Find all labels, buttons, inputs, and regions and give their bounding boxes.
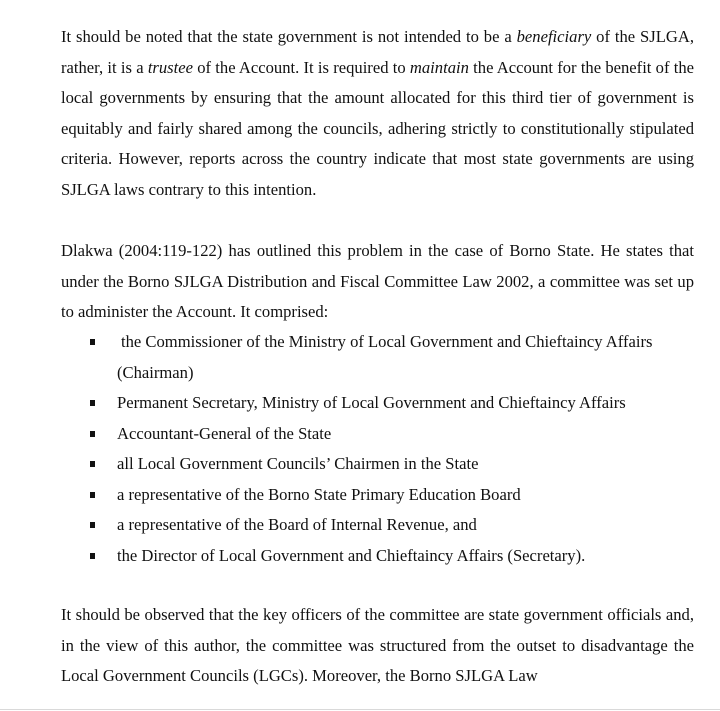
- list-item-text: all Local Government Councils’ Chairmen in the State: [117, 454, 479, 473]
- committee-member-list: [0, 327, 720, 571]
- paragraph-observation: It should be observed that the key officers of the committee are state government officials and, in the view of this author, the committee was structured from the outset to disadvantage the Local Government Councils (LGCs). Moreover, the Borno SJLGA Law: [61, 605, 694, 685]
- list-item: [0, 510, 697, 541]
- list-item: [0, 388, 697, 419]
- bullet-square-icon: [90, 553, 95, 559]
- paragraph-dlakwa: Dlakwa (2004:119-122) has outlined this problem in the case of Borno State. He states that under the Borno SJLGA Distribution and Fiscal Committee Law 2002, a committee was set up to administer the Account. It comprised:: [61, 241, 694, 321]
- list-item: [0, 327, 697, 388]
- bullet-square-icon: [90, 339, 95, 345]
- bullet-square-icon: [90, 431, 95, 437]
- list-item-text: a representative of the Board of Internal Revenue, and: [117, 515, 477, 534]
- list-item-text: Accountant-General of the State: [117, 423, 332, 443]
- paragraph-text: the Account for the benefit of the local governments by ensuring that the amount allocated for this third tier of government is equitably and fairly shared among the councils, adhering strictly to constitutionally stipulated criteria. However, reports across the country indicate that most state governments are using SJLGA laws contrary to this intention.: [61, 57, 695, 199]
- bullet-square-icon: [90, 492, 95, 498]
- emphasis-beneficiary: beneficiary: [516, 27, 592, 46]
- list-item-text: Permanent Secretary, Ministry of Local Government and Chieftaincy Affairs: [117, 393, 626, 412]
- list-item-text: the Commissioner of the Ministry of Local Government and Chieftaincy Affairs (Chairman): [117, 332, 653, 382]
- bullet-square-icon: [90, 522, 95, 528]
- list-item: [0, 480, 697, 511]
- emphasis-maintain: maintain: [409, 57, 469, 77]
- emphasis-trustee: trustee: [147, 57, 193, 77]
- list-item-text: the Director of Local Government and Chieftaincy Affairs (Secretary).: [117, 545, 586, 565]
- list-item-text: a representative of the Borno State Primary Education Board: [117, 484, 521, 504]
- paragraph-text: of the Account. It is required to: [192, 57, 410, 77]
- list-item: [0, 541, 697, 572]
- bullet-square-icon: [90, 400, 95, 406]
- list-item: [0, 449, 697, 480]
- page-bottom-divider: [0, 709, 720, 710]
- bullet-square-icon: [90, 461, 95, 467]
- list-item: [0, 419, 697, 450]
- paragraph-text: of the SJLGA, rather, it is a: [61, 27, 694, 77]
- paragraph-trustee: [61, 22, 694, 205]
- paragraph-text: It should be noted that the state government is not intended to be a: [61, 27, 517, 46]
